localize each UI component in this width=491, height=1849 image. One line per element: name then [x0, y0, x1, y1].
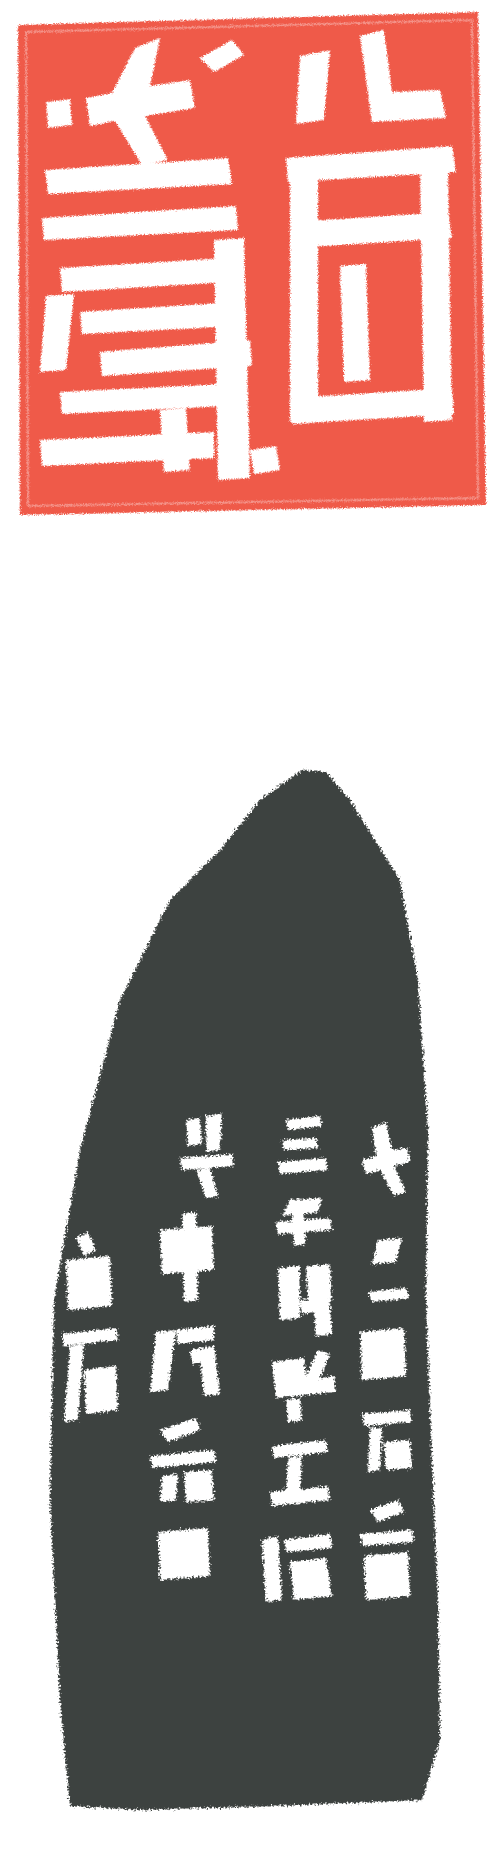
- seal-stroke: [420, 170, 452, 422]
- seal-stroke: [250, 446, 280, 474]
- seal-stroke: [160, 408, 190, 472]
- seal-stroke: [340, 264, 370, 382]
- glyph-stroke: [360, 1328, 406, 1380]
- seal-impression: [18, 12, 486, 515]
- seal-stroke: [290, 178, 318, 422]
- side-inscription-rubbing: [50, 770, 440, 1810]
- seal-stroke: [46, 99, 72, 128]
- glyph-stroke: [158, 1528, 210, 1580]
- seal-stroke: [214, 238, 250, 480]
- glyph-stroke: [262, 1534, 332, 1602]
